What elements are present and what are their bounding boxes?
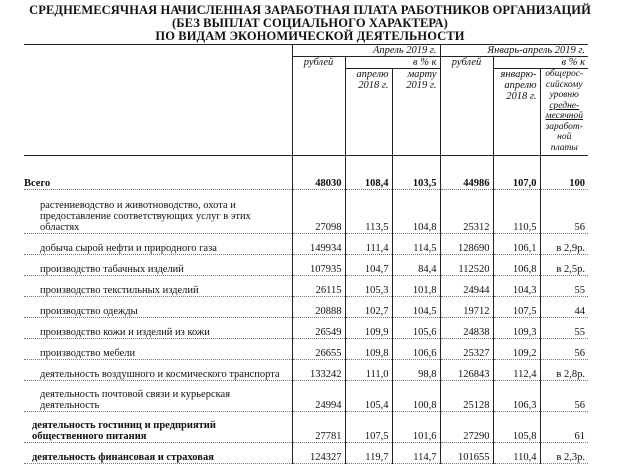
row-value: 61 bbox=[540, 412, 588, 443]
title-line-1: СРЕДНЕМЕСЯЧНАЯ НАЧИСЛЕННАЯ ЗАРАБОТНАЯ ПЛАТА РАБОТНИКОВ ОРГАНИЗАЦИЙ bbox=[29, 3, 591, 17]
header-pct-1: в % к bbox=[345, 57, 440, 69]
table-row bbox=[24, 276, 588, 297]
table-row bbox=[24, 360, 588, 381]
row-value: 44 bbox=[540, 297, 588, 318]
row-value: 24944 bbox=[440, 276, 493, 297]
row-value: 100,8 bbox=[392, 381, 440, 412]
row-name: добыча сырой нефти и природного газа bbox=[24, 234, 292, 255]
row-value: 102,7 bbox=[345, 297, 392, 318]
title-line-2: (БЕЗ ВЫПЛАТ СОЦИАЛЬНОГО ХАРАКТЕРА) bbox=[172, 16, 448, 30]
row-value: в 2,8р. bbox=[540, 360, 588, 381]
row-name: деятельность гостиниц и предприятий общественного питания bbox=[24, 412, 292, 443]
row-value: 109,9 bbox=[345, 318, 392, 339]
row-value: 104,8 bbox=[392, 190, 440, 234]
table-row bbox=[24, 412, 588, 443]
row-value: 105,3 bbox=[345, 276, 392, 297]
row-value: 107,0 bbox=[493, 156, 540, 190]
row-value: 105,6 bbox=[392, 318, 440, 339]
table-body bbox=[24, 156, 588, 464]
row-value: 110,4 bbox=[493, 443, 540, 464]
row-value: 114,5 bbox=[392, 234, 440, 255]
header-avg-level-a: общерос-сийскому уровню bbox=[545, 69, 584, 100]
row-value: 84,4 bbox=[392, 255, 440, 276]
row-value: в 2,5р. bbox=[540, 255, 588, 276]
row-value: 101,8 bbox=[392, 276, 440, 297]
row-value: 26115 bbox=[292, 276, 345, 297]
row-value: 101655 bbox=[440, 443, 493, 464]
header-avg-level-c: заработ-ной платы bbox=[545, 121, 583, 153]
row-value: 25128 bbox=[440, 381, 493, 412]
row-value: 105,8 bbox=[493, 412, 540, 443]
row-value: 55 bbox=[540, 276, 588, 297]
row-value: 26655 bbox=[292, 339, 345, 360]
row-name: Всего bbox=[24, 156, 292, 190]
row-value: 24838 bbox=[440, 318, 493, 339]
row-value: 104,7 bbox=[345, 255, 392, 276]
header-pct-2: в % к bbox=[493, 57, 588, 69]
row-value: 27290 bbox=[440, 412, 493, 443]
row-value: 27098 bbox=[292, 190, 345, 234]
row-value: 119,7 bbox=[345, 443, 392, 464]
row-value: 109,2 bbox=[493, 339, 540, 360]
row-value: 20888 bbox=[292, 297, 345, 318]
header-avg-level bbox=[540, 69, 588, 155]
table-row bbox=[24, 318, 588, 339]
row-value: 56 bbox=[540, 339, 588, 360]
row-value: 44986 bbox=[440, 156, 493, 190]
row-value: 25312 bbox=[440, 190, 493, 234]
row-value: 110,5 bbox=[493, 190, 540, 234]
row-value: 48030 bbox=[292, 156, 345, 190]
row-value: 98,8 bbox=[392, 360, 440, 381]
row-value: 56 bbox=[540, 190, 588, 234]
row-value: 107935 bbox=[292, 255, 345, 276]
row-name: производство одежды bbox=[24, 297, 292, 318]
header-rubles-1: рублей bbox=[292, 57, 345, 155]
row-value: 113,5 bbox=[345, 190, 392, 234]
row-value: 112,4 bbox=[493, 360, 540, 381]
row-value: 108,4 bbox=[345, 156, 392, 190]
row-value: 106,1 bbox=[493, 234, 540, 255]
header-avg-level-b: средне-месячной bbox=[545, 100, 584, 121]
row-value: 114,7 bbox=[392, 443, 440, 464]
table-row bbox=[24, 443, 588, 464]
table-row bbox=[24, 234, 588, 255]
row-value: 111,4 bbox=[345, 234, 392, 255]
row-value: 106,3 bbox=[493, 381, 540, 412]
row-value: 26549 bbox=[292, 318, 345, 339]
row-name: производство текстильных изделий bbox=[24, 276, 292, 297]
row-value: в 2,3р. bbox=[540, 443, 588, 464]
row-value: 27781 bbox=[292, 412, 345, 443]
row-name: производство мебели bbox=[24, 339, 292, 360]
row-value: 111,0 bbox=[345, 360, 392, 381]
row-value: 112520 bbox=[440, 255, 493, 276]
header-rubles-2: рублей bbox=[440, 57, 493, 155]
row-value: 133242 bbox=[292, 360, 345, 381]
table-row bbox=[24, 156, 588, 190]
table-row bbox=[24, 190, 588, 234]
row-value: 56 bbox=[540, 381, 588, 412]
row-value: 107,5 bbox=[493, 297, 540, 318]
row-value: 126843 bbox=[440, 360, 493, 381]
row-value: 107,5 bbox=[345, 412, 392, 443]
row-value: 106,8 bbox=[493, 255, 540, 276]
row-value: в 2,9р. bbox=[540, 234, 588, 255]
row-value: 109,8 bbox=[345, 339, 392, 360]
row-name: деятельность воздушного и космического транспорта bbox=[24, 360, 292, 381]
wage-table bbox=[24, 44, 588, 464]
row-value: 104,3 bbox=[493, 276, 540, 297]
row-name: производство табачных изделий bbox=[24, 255, 292, 276]
table-row bbox=[24, 339, 588, 360]
row-name: производство кожи и изделий из кожи bbox=[24, 318, 292, 339]
header-april2018: апрелю 2018 г. bbox=[345, 69, 392, 155]
title-line-3: ПО ВИДАМ ЭКОНОМИЧЕСКОЙ ДЕЯТЕЛЬНОСТИ bbox=[155, 29, 465, 43]
row-value: 106,6 bbox=[392, 339, 440, 360]
header-period-janapr: Январь-апрель 2019 г. bbox=[440, 45, 588, 57]
table-title bbox=[0, 0, 620, 43]
row-value: 55 bbox=[540, 318, 588, 339]
table-row bbox=[24, 381, 588, 412]
header-row-periods bbox=[24, 45, 588, 57]
table-row bbox=[24, 297, 588, 318]
row-value: 100 bbox=[540, 156, 588, 190]
row-value: 105,4 bbox=[345, 381, 392, 412]
row-name: растениеводство и животноводство, охота и предоставление соответствующих услуг в этих областях bbox=[24, 190, 292, 234]
row-value: 128690 bbox=[440, 234, 493, 255]
row-value: 149934 bbox=[292, 234, 345, 255]
table-row bbox=[24, 255, 588, 276]
row-name: деятельность почтовой связи и курьерская деятельность bbox=[24, 381, 292, 412]
header-period-april: Апрель 2019 г. bbox=[292, 45, 440, 57]
row-name: деятельность финансовая и страховая bbox=[24, 443, 292, 464]
row-value: 103,5 bbox=[392, 156, 440, 190]
row-value: 101,6 bbox=[392, 412, 440, 443]
row-value: 104,5 bbox=[392, 297, 440, 318]
row-value: 109,3 bbox=[493, 318, 540, 339]
header-janapr2018: январю-апрелю 2018 г. bbox=[493, 69, 540, 155]
header-empty bbox=[24, 45, 292, 155]
header-march2019: марту 2019 г. bbox=[392, 69, 440, 155]
row-value: 124327 bbox=[292, 443, 345, 464]
row-value: 25327 bbox=[440, 339, 493, 360]
row-value: 19712 bbox=[440, 297, 493, 318]
row-value: 24994 bbox=[292, 381, 345, 412]
